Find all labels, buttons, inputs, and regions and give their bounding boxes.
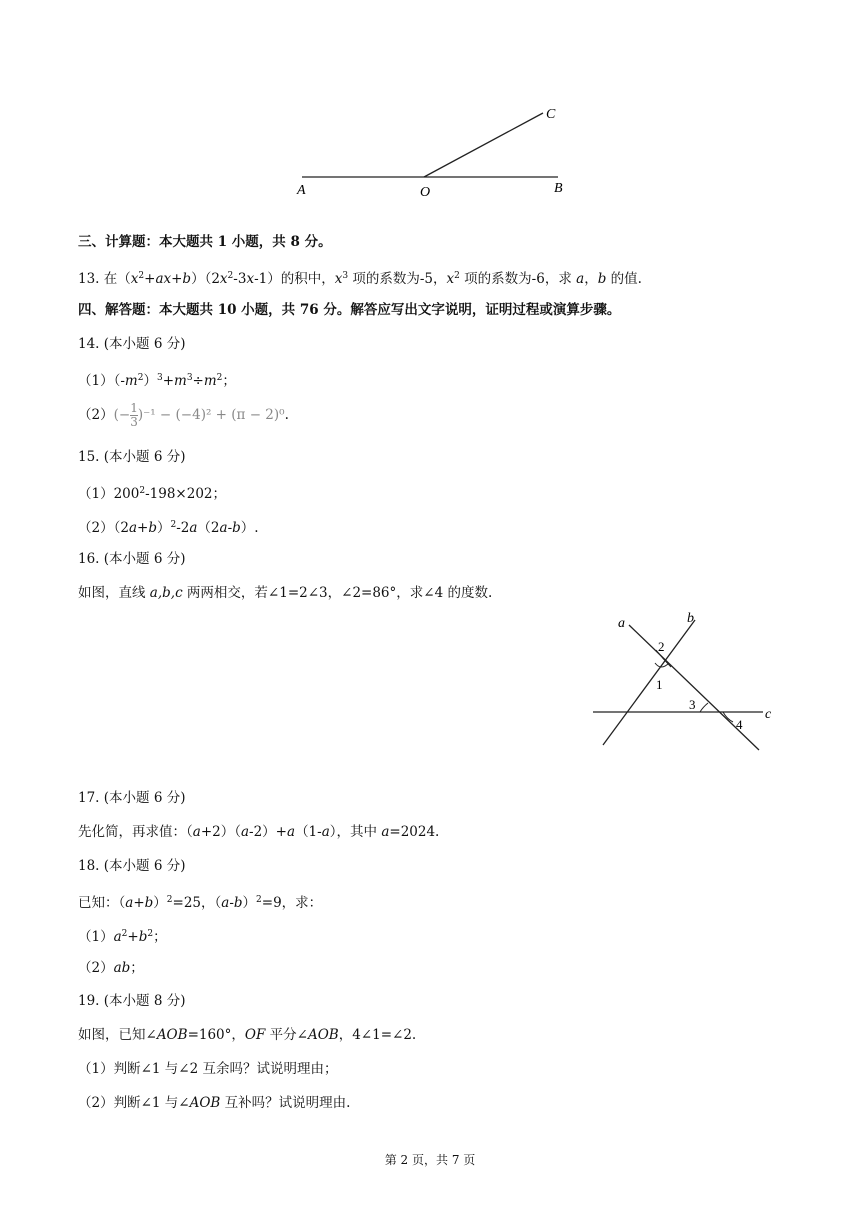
label-angle-4: 4 [736, 717, 743, 732]
question-14-part-1: $(1)(-m^2)^3+m^3\div m^2$； [78, 373, 236, 389]
label-angle-2: 2 [658, 639, 665, 654]
question-15-part-2: $(2)(2a+b)^2-2a(2a-b)$. [78, 520, 259, 536]
label-b-point: B [554, 181, 563, 196]
question-14-title: 14. (本小题 6 分) [78, 336, 186, 352]
question-17-title: 17. (本小题 6 分) [78, 790, 186, 806]
question-15-part-1: $(1)200^2-198\times 202$； [78, 486, 227, 502]
question-18-text: 已知：$(a+b)^2=25$，$(a-b)^2=9$，求： [78, 895, 323, 911]
question-16-text: 如图，直线 a,b,c 两两相交，若∠1=2∠3，∠2=86°，求∠4 的度数. [78, 585, 493, 601]
question-19-title: 19. (本小题 8 分) [78, 993, 186, 1009]
question-19-part-1: （1）判断∠1 与∠2 互余吗？试说明理由； [78, 1061, 338, 1077]
question-18-title: 18. (本小题 6 分) [78, 858, 186, 874]
label-a-point: A [297, 183, 306, 198]
question-17-text: 先化简，再求值：（a+2）（a-2）+a（1-a），其中 a=2024. [78, 824, 440, 840]
section-4-heading: 四、解答题：本大题共 10 小题，共 76 分。解答应写出文字说明，证明过程或演算步骤。 [78, 302, 621, 318]
label-c-point: C [546, 107, 556, 122]
figure-three-lines [585, 605, 785, 755]
label-line-a: a [618, 616, 625, 631]
question-18-part-2: （2）ab； [78, 960, 144, 976]
question-19-text: 如图，已知∠AOB=160°，OF 平分∠AOB，4∠1=∠2. [78, 1027, 417, 1043]
label-line-b: b [687, 611, 694, 626]
figure-angle-aob [290, 100, 580, 205]
question-18-part-1: $(1)a^2+b^2$； [78, 929, 167, 945]
question-14-part-2: （2）(− $\frac{1}{3}$ )⁻¹ − (−4)² + (π − 2)⁰. [78, 401, 289, 429]
section-3-heading: 三、计算题：本大题共 1 小题，共 8 分。 [78, 234, 332, 250]
label-line-c: c [765, 707, 772, 722]
question-19-part-2: （2）判断∠1 与∠AOB 互补吗？试说明理由. [78, 1095, 351, 1111]
question-15-title: 15. (本小题 6 分) [78, 449, 186, 465]
label-angle-3: 3 [689, 697, 696, 712]
question-13: 13. 在$(x^2+ax+b)(2x^2-3x-1)$的积中，$x^3$ 项的系数为-5，$x^2$ 项的系数为-6，求 a，b 的值. [78, 271, 642, 287]
label-angle-1: 1 [656, 677, 663, 692]
label-o-point: O [420, 185, 431, 200]
question-16-title: 16. (本小题 6 分) [78, 551, 186, 567]
page-footer: 第 2 页，共 7 页 [384, 1153, 476, 1167]
